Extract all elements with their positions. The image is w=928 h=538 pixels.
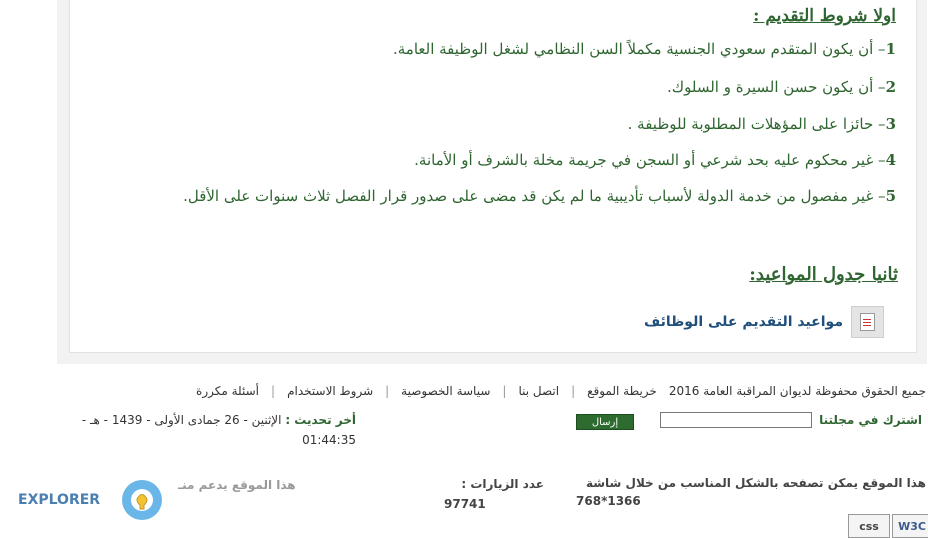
condition-text: – حائزا على المؤهلات المطلوبة للوظيفة . [627, 115, 886, 133]
schedule-file-link[interactable]: مواعيد التقديم على الوظائف [643, 314, 843, 330]
condition-number: 5 [885, 187, 896, 205]
send-button[interactable]: إرسال [576, 414, 634, 430]
conditions-heading: اولا شروط التقديم : [753, 6, 896, 26]
document-icon[interactable] [851, 306, 884, 338]
visits-value: 97741 [444, 497, 486, 511]
footer-link-terms[interactable]: شروط الاستخدام [287, 384, 374, 398]
condition-number: 1 [885, 40, 896, 58]
condition-text: – أن يكون المتقدم سعودي الجنسية مكملاً السن النظامي لشغل الوظيفة العامة. [392, 40, 886, 58]
subscribe-email-input[interactable] [660, 412, 812, 428]
condition-item-5 [183, 187, 896, 205]
resolution-note [576, 474, 926, 510]
separator: | [385, 384, 390, 398]
condition-text: – غير مفصول من خدمة الدولة لأسباب تأديبية ما لم يكن قد مضى على صدور قرار الفصل ثلاث سنوات على الأقل. [183, 187, 886, 205]
validation-badges [848, 514, 928, 538]
condition-text: – أن يكون حسن السيرة و السلوك. [666, 78, 886, 96]
condition-number: 2 [885, 78, 896, 96]
subscribe-label: اشترك في مجلتنا [819, 413, 922, 427]
footer-link-contact[interactable]: اتصل بنا [518, 384, 560, 398]
visits-counter [444, 474, 544, 514]
schedule-heading: ثانيا جدول المواعيد: [749, 264, 898, 285]
schedule-file-row[interactable] [644, 306, 884, 338]
separator: | [271, 384, 276, 398]
resolution-value: 1366*768 [576, 494, 641, 508]
condition-number: 3 [885, 115, 896, 133]
footer-link-sitemap[interactable]: خريطة الموقع [587, 384, 657, 398]
css-badge[interactable]: css [848, 514, 890, 538]
explorer-logo [16, 478, 176, 526]
condition-text: – غير محكوم عليه بحد شرعي أو السجن في جريمة مخلة بالشرف أو الأمانة. [414, 151, 886, 169]
separator: | [571, 384, 576, 398]
condition-item-3 [628, 115, 896, 133]
explorer-text: EXPLORER [18, 492, 101, 508]
last-update-label: أخر تحديث : [285, 413, 356, 427]
footer-links [196, 384, 926, 398]
resolution-text: هذا الموقع يمكن تصفحه بالشكل المناسب من خلال شاشة [585, 476, 926, 490]
last-update [56, 410, 356, 450]
copyright-text: جميع الحقوق محفوظة لديوان المراقبة العامة 2016 [668, 384, 926, 398]
footer-link-faq[interactable]: أسئلة مكررة [196, 384, 260, 398]
separator: | [502, 384, 507, 398]
visits-label: عدد الزيارات : [461, 477, 544, 491]
footer-link-privacy[interactable]: سياسة الخصوصية [401, 384, 491, 398]
browser-support-text: هذا الموقع يدعم منـ [178, 478, 296, 492]
condition-item-2 [667, 78, 896, 96]
condition-number: 4 [885, 151, 896, 169]
condition-item-4 [414, 151, 896, 169]
w3c-badge[interactable]: W3C [892, 514, 928, 538]
last-update-value: الإثنين - 26 جمادى الأولى - 1439 - هـ - 01:44:35 [81, 413, 356, 447]
condition-item-1 [393, 40, 896, 58]
